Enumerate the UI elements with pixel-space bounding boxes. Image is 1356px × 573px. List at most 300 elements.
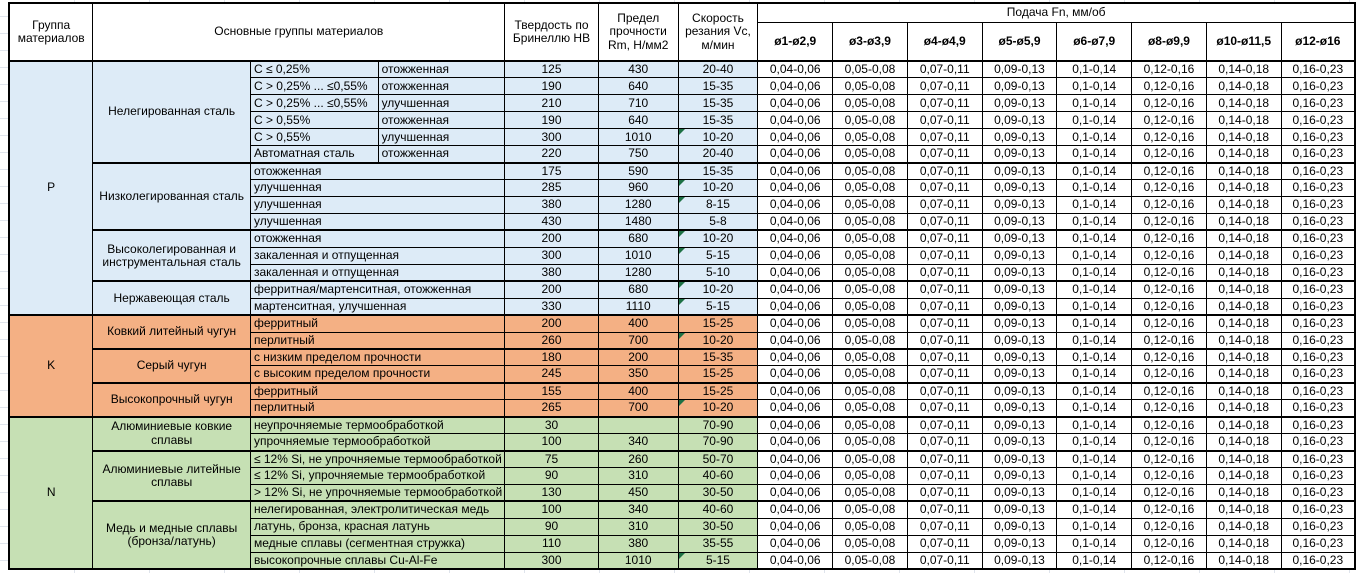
hardness-cell[interactable]: 125: [505, 61, 599, 78]
speed-cell[interactable]: 10-20: [678, 180, 758, 197]
feed-cell[interactable]: 0,04-0,06: [758, 535, 833, 552]
material-desc-cell[interactable]: с высоким пределом прочности: [250, 366, 504, 383]
strength-cell[interactable]: 680: [598, 281, 678, 298]
feed-cell[interactable]: 0,07-0,11: [907, 366, 982, 383]
feed-cell[interactable]: 0,07-0,11: [907, 180, 982, 197]
feed-cell[interactable]: 0,14-0,18: [1206, 366, 1281, 383]
feed-cell[interactable]: 0,12-0,16: [1132, 230, 1207, 247]
feed-cell[interactable]: 0,04-0,06: [758, 484, 833, 501]
feed-cell[interactable]: 0,16-0,23: [1281, 468, 1355, 485]
group-letter-cell[interactable]: K: [9, 315, 93, 417]
speed-cell[interactable]: 35-55: [678, 535, 758, 552]
material-desc-cell[interactable]: с низким пределом прочности: [250, 349, 504, 366]
strength-cell[interactable]: 700: [598, 400, 678, 417]
feed-cell[interactable]: 0,1-0,14: [1057, 383, 1132, 400]
feed-cell[interactable]: 0,14-0,18: [1206, 535, 1281, 552]
feed-cell[interactable]: 0,1-0,14: [1057, 146, 1132, 163]
feed-cell[interactable]: 0,1-0,14: [1057, 349, 1132, 366]
feed-cell[interactable]: 0,04-0,06: [758, 400, 833, 417]
speed-cell[interactable]: 15-35: [678, 95, 758, 112]
feed-cell[interactable]: 0,16-0,23: [1281, 484, 1355, 501]
feed-cell[interactable]: 0,1-0,14: [1057, 298, 1132, 315]
group-letter-cell[interactable]: N: [9, 417, 93, 569]
feed-cell[interactable]: 0,07-0,11: [907, 315, 982, 332]
feed-cell[interactable]: 0,07-0,11: [907, 112, 982, 129]
strength-cell[interactable]: 310: [598, 518, 678, 535]
group-name-cell[interactable]: Нелегированная сталь: [93, 61, 251, 163]
header-feed-dia-6[interactable]: ø8-ø9,9: [1132, 23, 1207, 62]
feed-cell[interactable]: 0,16-0,23: [1281, 315, 1355, 332]
speed-cell[interactable]: 5-10: [678, 264, 758, 281]
feed-cell[interactable]: 0,12-0,16: [1132, 484, 1207, 501]
group-name-cell[interactable]: Высоколегированная и инструментальная сталь: [93, 230, 251, 281]
feed-cell[interactable]: 0,04-0,06: [758, 112, 833, 129]
feed-cell[interactable]: 0,12-0,16: [1132, 535, 1207, 552]
feed-cell[interactable]: 0,07-0,11: [907, 332, 982, 349]
hardness-cell[interactable]: 90: [505, 518, 599, 535]
feed-cell[interactable]: 0,12-0,16: [1132, 281, 1207, 298]
feed-cell[interactable]: 0,16-0,23: [1281, 129, 1355, 146]
strength-cell[interactable]: 350: [598, 366, 678, 383]
material-desc-cell[interactable]: ферритная/мартенситная, отожженная: [250, 281, 504, 298]
hardness-cell[interactable]: 430: [505, 213, 599, 230]
feed-cell[interactable]: 0,07-0,11: [907, 61, 982, 78]
group-letter-cell[interactable]: P: [9, 61, 93, 315]
feed-cell[interactable]: 0,12-0,16: [1132, 213, 1207, 230]
material-desc-cell[interactable]: ≤ 12% Si, упрочняемые термообработкой: [250, 468, 504, 485]
feed-cell[interactable]: 0,1-0,14: [1057, 400, 1132, 417]
feed-cell[interactable]: 0,14-0,18: [1206, 484, 1281, 501]
feed-cell[interactable]: 0,07-0,11: [907, 247, 982, 264]
feed-cell[interactable]: 0,16-0,23: [1281, 349, 1355, 366]
material-condition-cell[interactable]: C ≤ 0,25%: [250, 61, 378, 78]
feed-cell[interactable]: 0,16-0,23: [1281, 400, 1355, 417]
feed-cell[interactable]: 0,05-0,08: [833, 247, 908, 264]
material-state-cell[interactable]: отожженная: [378, 146, 505, 163]
feed-cell[interactable]: 0,09-0,13: [982, 95, 1057, 112]
feed-cell[interactable]: 0,14-0,18: [1206, 78, 1281, 95]
feed-cell[interactable]: 0,05-0,08: [833, 315, 908, 332]
header-feed-dia-8[interactable]: ø12-ø16: [1281, 23, 1355, 62]
feed-cell[interactable]: 0,04-0,06: [758, 468, 833, 485]
feed-cell[interactable]: 0,12-0,16: [1132, 383, 1207, 400]
speed-cell[interactable]: 10-20: [678, 230, 758, 247]
strength-cell[interactable]: 960: [598, 180, 678, 197]
feed-cell[interactable]: 0,14-0,18: [1206, 180, 1281, 197]
material-desc-cell[interactable]: улучшенная: [250, 197, 504, 214]
feed-cell[interactable]: 0,1-0,14: [1057, 264, 1132, 281]
feed-cell[interactable]: 0,1-0,14: [1057, 366, 1132, 383]
feed-cell[interactable]: 0,14-0,18: [1206, 95, 1281, 112]
feed-cell[interactable]: 0,04-0,06: [758, 501, 833, 518]
material-desc-cell[interactable]: закаленная и отпущенная: [250, 247, 504, 264]
feed-cell[interactable]: 0,16-0,23: [1281, 95, 1355, 112]
feed-cell[interactable]: 0,09-0,13: [982, 383, 1057, 400]
material-desc-cell[interactable]: отожженная: [250, 230, 504, 247]
material-desc-cell[interactable]: ≤ 12% Si, не упрочняемые термообработкой: [250, 451, 504, 468]
feed-cell[interactable]: 0,12-0,16: [1132, 332, 1207, 349]
feed-cell[interactable]: 0,14-0,18: [1206, 349, 1281, 366]
feed-cell[interactable]: 0,16-0,23: [1281, 61, 1355, 78]
feed-cell[interactable]: 0,05-0,08: [833, 451, 908, 468]
feed-cell[interactable]: 0,14-0,18: [1206, 417, 1281, 434]
feed-cell[interactable]: 0,12-0,16: [1132, 434, 1207, 451]
hardness-cell[interactable]: 90: [505, 468, 599, 485]
feed-cell[interactable]: 0,1-0,14: [1057, 417, 1132, 434]
material-desc-cell[interactable]: закаленная и отпущенная: [250, 264, 504, 281]
feed-cell[interactable]: 0,07-0,11: [907, 146, 982, 163]
feed-cell[interactable]: 0,1-0,14: [1057, 78, 1132, 95]
header-feed-dia-2[interactable]: ø3-ø3,9: [833, 23, 908, 62]
feed-cell[interactable]: 0,04-0,06: [758, 332, 833, 349]
hardness-cell[interactable]: 260: [505, 332, 599, 349]
feed-cell[interactable]: 0,1-0,14: [1057, 484, 1132, 501]
material-desc-cell[interactable]: мартенситная, улучшенная: [250, 298, 504, 315]
strength-cell[interactable]: 380: [598, 535, 678, 552]
header-feed-dia-5[interactable]: ø6-ø7,9: [1057, 23, 1132, 62]
speed-cell[interactable]: 10-20: [678, 129, 758, 146]
feed-cell[interactable]: 0,04-0,06: [758, 451, 833, 468]
feed-cell[interactable]: 0,09-0,13: [982, 180, 1057, 197]
feed-cell[interactable]: 0,04-0,06: [758, 129, 833, 146]
strength-cell[interactable]: 680: [598, 230, 678, 247]
feed-cell[interactable]: 0,16-0,23: [1281, 197, 1355, 214]
strength-cell[interactable]: 1110: [598, 298, 678, 315]
feed-cell[interactable]: 0,12-0,16: [1132, 501, 1207, 518]
feed-cell[interactable]: 0,07-0,11: [907, 501, 982, 518]
feed-cell[interactable]: 0,09-0,13: [982, 264, 1057, 281]
feed-cell[interactable]: 0,1-0,14: [1057, 163, 1132, 180]
speed-cell[interactable]: 5-15: [678, 247, 758, 264]
feed-cell[interactable]: 0,04-0,06: [758, 281, 833, 298]
feed-cell[interactable]: 0,1-0,14: [1057, 552, 1132, 569]
feed-cell[interactable]: 0,07-0,11: [907, 518, 982, 535]
feed-cell[interactable]: 0,07-0,11: [907, 230, 982, 247]
strength-cell[interactable]: 640: [598, 112, 678, 129]
header-feed-dia-7[interactable]: ø10-ø11,5: [1206, 23, 1281, 62]
feed-cell[interactable]: 0,12-0,16: [1132, 400, 1207, 417]
material-desc-cell[interactable]: > 12% Si, не упрочняемые термообработкой: [250, 484, 504, 501]
feed-cell[interactable]: 0,07-0,11: [907, 400, 982, 417]
feed-cell[interactable]: 0,05-0,08: [833, 95, 908, 112]
feed-cell[interactable]: 0,16-0,23: [1281, 552, 1355, 569]
feed-cell[interactable]: 0,1-0,14: [1057, 451, 1132, 468]
feed-cell[interactable]: 0,1-0,14: [1057, 213, 1132, 230]
speed-cell[interactable]: 20-40: [678, 61, 758, 78]
feed-cell[interactable]: 0,1-0,14: [1057, 518, 1132, 535]
feed-cell[interactable]: 0,07-0,11: [907, 298, 982, 315]
strength-cell[interactable]: 640: [598, 78, 678, 95]
header-feed[interactable]: Подача Fn, мм/об: [758, 3, 1355, 23]
hardness-cell[interactable]: 245: [505, 366, 599, 383]
feed-cell[interactable]: 0,1-0,14: [1057, 281, 1132, 298]
material-desc-cell[interactable]: перлитный: [250, 400, 504, 417]
feed-cell[interactable]: 0,05-0,08: [833, 484, 908, 501]
feed-cell[interactable]: 0,12-0,16: [1132, 146, 1207, 163]
feed-cell[interactable]: 0,14-0,18: [1206, 298, 1281, 315]
feed-cell[interactable]: 0,07-0,11: [907, 535, 982, 552]
feed-cell[interactable]: 0,16-0,23: [1281, 417, 1355, 434]
feed-cell[interactable]: 0,14-0,18: [1206, 400, 1281, 417]
feed-cell[interactable]: 0,07-0,11: [907, 163, 982, 180]
feed-cell[interactable]: 0,05-0,08: [833, 434, 908, 451]
strength-cell[interactable]: 310: [598, 468, 678, 485]
hardness-cell[interactable]: 380: [505, 197, 599, 214]
feed-cell[interactable]: 0,12-0,16: [1132, 180, 1207, 197]
material-condition-cell[interactable]: C > 0,25% ... ≤0,55%: [250, 95, 378, 112]
feed-cell[interactable]: 0,04-0,06: [758, 78, 833, 95]
strength-cell[interactable]: 700: [598, 332, 678, 349]
material-condition-cell[interactable]: Автоматная сталь: [250, 146, 378, 163]
feed-cell[interactable]: 0,05-0,08: [833, 264, 908, 281]
feed-cell[interactable]: 0,04-0,06: [758, 197, 833, 214]
strength-cell[interactable]: 260: [598, 451, 678, 468]
feed-cell[interactable]: 0,16-0,23: [1281, 434, 1355, 451]
speed-cell[interactable]: 30-50: [678, 484, 758, 501]
feed-cell[interactable]: 0,12-0,16: [1132, 366, 1207, 383]
speed-cell[interactable]: 15-35: [678, 112, 758, 129]
feed-cell[interactable]: 0,07-0,11: [907, 78, 982, 95]
speed-cell[interactable]: 70-90: [678, 417, 758, 434]
hardness-cell[interactable]: 190: [505, 78, 599, 95]
feed-cell[interactable]: 0,1-0,14: [1057, 535, 1132, 552]
speed-cell[interactable]: 5-15: [678, 298, 758, 315]
feed-cell[interactable]: 0,12-0,16: [1132, 61, 1207, 78]
feed-cell[interactable]: 0,05-0,08: [833, 383, 908, 400]
feed-cell[interactable]: 0,12-0,16: [1132, 95, 1207, 112]
group-name-cell[interactable]: Низколегированная сталь: [93, 163, 251, 231]
feed-cell[interactable]: 0,1-0,14: [1057, 332, 1132, 349]
feed-cell[interactable]: 0,05-0,08: [833, 332, 908, 349]
strength-cell[interactable]: 400: [598, 383, 678, 400]
hardness-cell[interactable]: 155: [505, 383, 599, 400]
strength-cell[interactable]: 1480: [598, 213, 678, 230]
feed-cell[interactable]: 0,1-0,14: [1057, 468, 1132, 485]
feed-cell[interactable]: 0,09-0,13: [982, 484, 1057, 501]
hardness-cell[interactable]: 130: [505, 484, 599, 501]
strength-cell[interactable]: 1010: [598, 129, 678, 146]
feed-cell[interactable]: 0,07-0,11: [907, 349, 982, 366]
feed-cell[interactable]: 0,16-0,23: [1281, 78, 1355, 95]
feed-cell[interactable]: 0,04-0,06: [758, 247, 833, 264]
feed-cell[interactable]: 0,09-0,13: [982, 146, 1057, 163]
feed-cell[interactable]: 0,05-0,08: [833, 417, 908, 434]
material-desc-cell[interactable]: улучшенная: [250, 213, 504, 230]
speed-cell[interactable]: 20-40: [678, 146, 758, 163]
feed-cell[interactable]: 0,14-0,18: [1206, 332, 1281, 349]
feed-cell[interactable]: 0,05-0,08: [833, 535, 908, 552]
material-desc-cell[interactable]: нелегированная, электролитическая медь: [250, 501, 504, 518]
feed-cell[interactable]: 0,09-0,13: [982, 417, 1057, 434]
feed-cell[interactable]: 0,16-0,23: [1281, 451, 1355, 468]
hardness-cell[interactable]: 300: [505, 552, 599, 569]
feed-cell[interactable]: 0,04-0,06: [758, 180, 833, 197]
strength-cell[interactable]: 400: [598, 315, 678, 332]
feed-cell[interactable]: 0,12-0,16: [1132, 197, 1207, 214]
header-feed-dia-1[interactable]: ø1-ø2,9: [758, 23, 833, 62]
feed-cell[interactable]: 0,1-0,14: [1057, 247, 1132, 264]
hardness-cell[interactable]: 300: [505, 247, 599, 264]
feed-cell[interactable]: 0,09-0,13: [982, 366, 1057, 383]
speed-cell[interactable]: 15-25: [678, 315, 758, 332]
speed-cell[interactable]: 15-35: [678, 349, 758, 366]
feed-cell[interactable]: 0,04-0,06: [758, 146, 833, 163]
feed-cell[interactable]: 0,14-0,18: [1206, 230, 1281, 247]
speed-cell[interactable]: 8-15: [678, 197, 758, 214]
header-main-groups[interactable]: Основные группы материалов: [93, 3, 505, 61]
feed-cell[interactable]: 0,05-0,08: [833, 400, 908, 417]
feed-cell[interactable]: 0,14-0,18: [1206, 315, 1281, 332]
feed-cell[interactable]: 0,14-0,18: [1206, 61, 1281, 78]
feed-cell[interactable]: 0,07-0,11: [907, 417, 982, 434]
feed-cell[interactable]: 0,09-0,13: [982, 112, 1057, 129]
hardness-cell[interactable]: 200: [505, 281, 599, 298]
feed-cell[interactable]: 0,07-0,11: [907, 213, 982, 230]
feed-cell[interactable]: 0,09-0,13: [982, 281, 1057, 298]
feed-cell[interactable]: 0,04-0,06: [758, 518, 833, 535]
header-brinell-hardness[interactable]: Твердость по Бринеллю HB: [505, 3, 599, 61]
hardness-cell[interactable]: 200: [505, 315, 599, 332]
feed-cell[interactable]: 0,09-0,13: [982, 213, 1057, 230]
speed-cell[interactable]: 50-70: [678, 451, 758, 468]
material-desc-cell[interactable]: ферритный: [250, 383, 504, 400]
feed-cell[interactable]: 0,07-0,11: [907, 197, 982, 214]
feed-cell[interactable]: 0,05-0,08: [833, 552, 908, 569]
material-desc-cell[interactable]: упрочняемые термообработкой: [250, 434, 504, 451]
feed-cell[interactable]: 0,07-0,11: [907, 451, 982, 468]
group-name-cell[interactable]: Алюминиевые литейные сплавы: [93, 451, 251, 502]
feed-cell[interactable]: 0,14-0,18: [1206, 501, 1281, 518]
feed-cell[interactable]: 0,16-0,23: [1281, 230, 1355, 247]
hardness-cell[interactable]: 380: [505, 264, 599, 281]
feed-cell[interactable]: 0,1-0,14: [1057, 315, 1132, 332]
feed-cell[interactable]: 0,16-0,23: [1281, 501, 1355, 518]
material-condition-cell[interactable]: C > 0,25% ... ≤0,55%: [250, 78, 378, 95]
feed-cell[interactable]: 0,09-0,13: [982, 518, 1057, 535]
feed-cell[interactable]: 0,14-0,18: [1206, 552, 1281, 569]
feed-cell[interactable]: 0,16-0,23: [1281, 180, 1355, 197]
feed-cell[interactable]: 0,04-0,06: [758, 383, 833, 400]
feed-cell[interactable]: 0,09-0,13: [982, 451, 1057, 468]
feed-cell[interactable]: 0,07-0,11: [907, 383, 982, 400]
speed-cell[interactable]: 15-35: [678, 78, 758, 95]
strength-cell[interactable]: 1010: [598, 247, 678, 264]
feed-cell[interactable]: 0,14-0,18: [1206, 451, 1281, 468]
feed-cell[interactable]: 0,04-0,06: [758, 264, 833, 281]
feed-cell[interactable]: 0,12-0,16: [1132, 451, 1207, 468]
group-name-cell[interactable]: Медь и медные сплавы (бронза/латунь): [93, 501, 251, 569]
feed-cell[interactable]: 0,16-0,23: [1281, 383, 1355, 400]
feed-cell[interactable]: 0,05-0,08: [833, 213, 908, 230]
feed-cell[interactable]: 0,09-0,13: [982, 230, 1057, 247]
feed-cell[interactable]: 0,05-0,08: [833, 112, 908, 129]
feed-cell[interactable]: 0,07-0,11: [907, 484, 982, 501]
feed-cell[interactable]: 0,12-0,16: [1132, 247, 1207, 264]
material-desc-cell[interactable]: отожженная: [250, 163, 504, 180]
feed-cell[interactable]: 0,04-0,06: [758, 230, 833, 247]
feed-cell[interactable]: 0,16-0,23: [1281, 366, 1355, 383]
header-tensile-strength[interactable]: Предел прочности Rm, Н/мм2: [598, 3, 678, 61]
speed-cell[interactable]: 15-35: [678, 163, 758, 180]
hardness-cell[interactable]: 75: [505, 451, 599, 468]
feed-cell[interactable]: 0,14-0,18: [1206, 434, 1281, 451]
speed-cell[interactable]: 10-20: [678, 281, 758, 298]
material-desc-cell[interactable]: улучшенная: [250, 180, 504, 197]
feed-cell[interactable]: 0,05-0,08: [833, 501, 908, 518]
hardness-cell[interactable]: 210: [505, 95, 599, 112]
feed-cell[interactable]: 0,1-0,14: [1057, 230, 1132, 247]
feed-cell[interactable]: 0,14-0,18: [1206, 163, 1281, 180]
strength-cell[interactable]: 340: [598, 434, 678, 451]
feed-cell[interactable]: 0,16-0,23: [1281, 535, 1355, 552]
feed-cell[interactable]: 0,07-0,11: [907, 552, 982, 569]
speed-cell[interactable]: 5-8: [678, 213, 758, 230]
material-desc-cell[interactable]: латунь, бронза, красная латунь: [250, 518, 504, 535]
material-state-cell[interactable]: отожженная: [378, 78, 505, 95]
strength-cell[interactable]: 1280: [598, 264, 678, 281]
feed-cell[interactable]: 0,09-0,13: [982, 298, 1057, 315]
speed-cell[interactable]: 30-50: [678, 518, 758, 535]
feed-cell[interactable]: 0,05-0,08: [833, 281, 908, 298]
feed-cell[interactable]: 0,05-0,08: [833, 197, 908, 214]
hardness-cell[interactable]: 180: [505, 349, 599, 366]
feed-cell[interactable]: 0,09-0,13: [982, 163, 1057, 180]
feed-cell[interactable]: 0,12-0,16: [1132, 518, 1207, 535]
speed-cell[interactable]: 10-20: [678, 400, 758, 417]
group-name-cell[interactable]: Ковкий литейный чугун: [93, 315, 251, 349]
feed-cell[interactable]: 0,07-0,11: [907, 281, 982, 298]
feed-cell[interactable]: 0,09-0,13: [982, 535, 1057, 552]
feed-cell[interactable]: 0,1-0,14: [1057, 197, 1132, 214]
hardness-cell[interactable]: 100: [505, 434, 599, 451]
strength-cell[interactable]: 1010: [598, 552, 678, 569]
hardness-cell[interactable]: 200: [505, 230, 599, 247]
feed-cell[interactable]: 0,09-0,13: [982, 349, 1057, 366]
material-desc-cell[interactable]: неупрочняемые термообработкой: [250, 417, 504, 434]
feed-cell[interactable]: 0,16-0,23: [1281, 146, 1355, 163]
feed-cell[interactable]: 0,05-0,08: [833, 163, 908, 180]
speed-cell[interactable]: 5-15: [678, 552, 758, 569]
feed-cell[interactable]: 0,05-0,08: [833, 518, 908, 535]
feed-cell[interactable]: 0,09-0,13: [982, 552, 1057, 569]
feed-cell[interactable]: 0,05-0,08: [833, 146, 908, 163]
hardness-cell[interactable]: 100: [505, 501, 599, 518]
feed-cell[interactable]: 0,14-0,18: [1206, 146, 1281, 163]
feed-cell[interactable]: 0,07-0,11: [907, 95, 982, 112]
feed-cell[interactable]: 0,09-0,13: [982, 197, 1057, 214]
speed-cell[interactable]: 70-90: [678, 434, 758, 451]
feed-cell[interactable]: 0,04-0,06: [758, 366, 833, 383]
feed-cell[interactable]: 0,12-0,16: [1132, 298, 1207, 315]
feed-cell[interactable]: 0,09-0,13: [982, 501, 1057, 518]
feed-cell[interactable]: 0,09-0,13: [982, 315, 1057, 332]
hardness-cell[interactable]: 330: [505, 298, 599, 315]
feed-cell[interactable]: 0,12-0,16: [1132, 468, 1207, 485]
group-name-cell[interactable]: Нержавеющая сталь: [93, 281, 251, 315]
speed-cell[interactable]: 10-20: [678, 332, 758, 349]
feed-cell[interactable]: 0,05-0,08: [833, 298, 908, 315]
strength-cell[interactable]: 200: [598, 349, 678, 366]
feed-cell[interactable]: 0,05-0,08: [833, 61, 908, 78]
material-state-cell[interactable]: отожженная: [378, 112, 505, 129]
feed-cell[interactable]: 0,14-0,18: [1206, 213, 1281, 230]
hardness-cell[interactable]: 110: [505, 535, 599, 552]
feed-cell[interactable]: 0,16-0,23: [1281, 332, 1355, 349]
hardness-cell[interactable]: 220: [505, 146, 599, 163]
feed-cell[interactable]: 0,1-0,14: [1057, 95, 1132, 112]
hardness-cell[interactable]: 190: [505, 112, 599, 129]
strength-cell[interactable]: 710: [598, 95, 678, 112]
